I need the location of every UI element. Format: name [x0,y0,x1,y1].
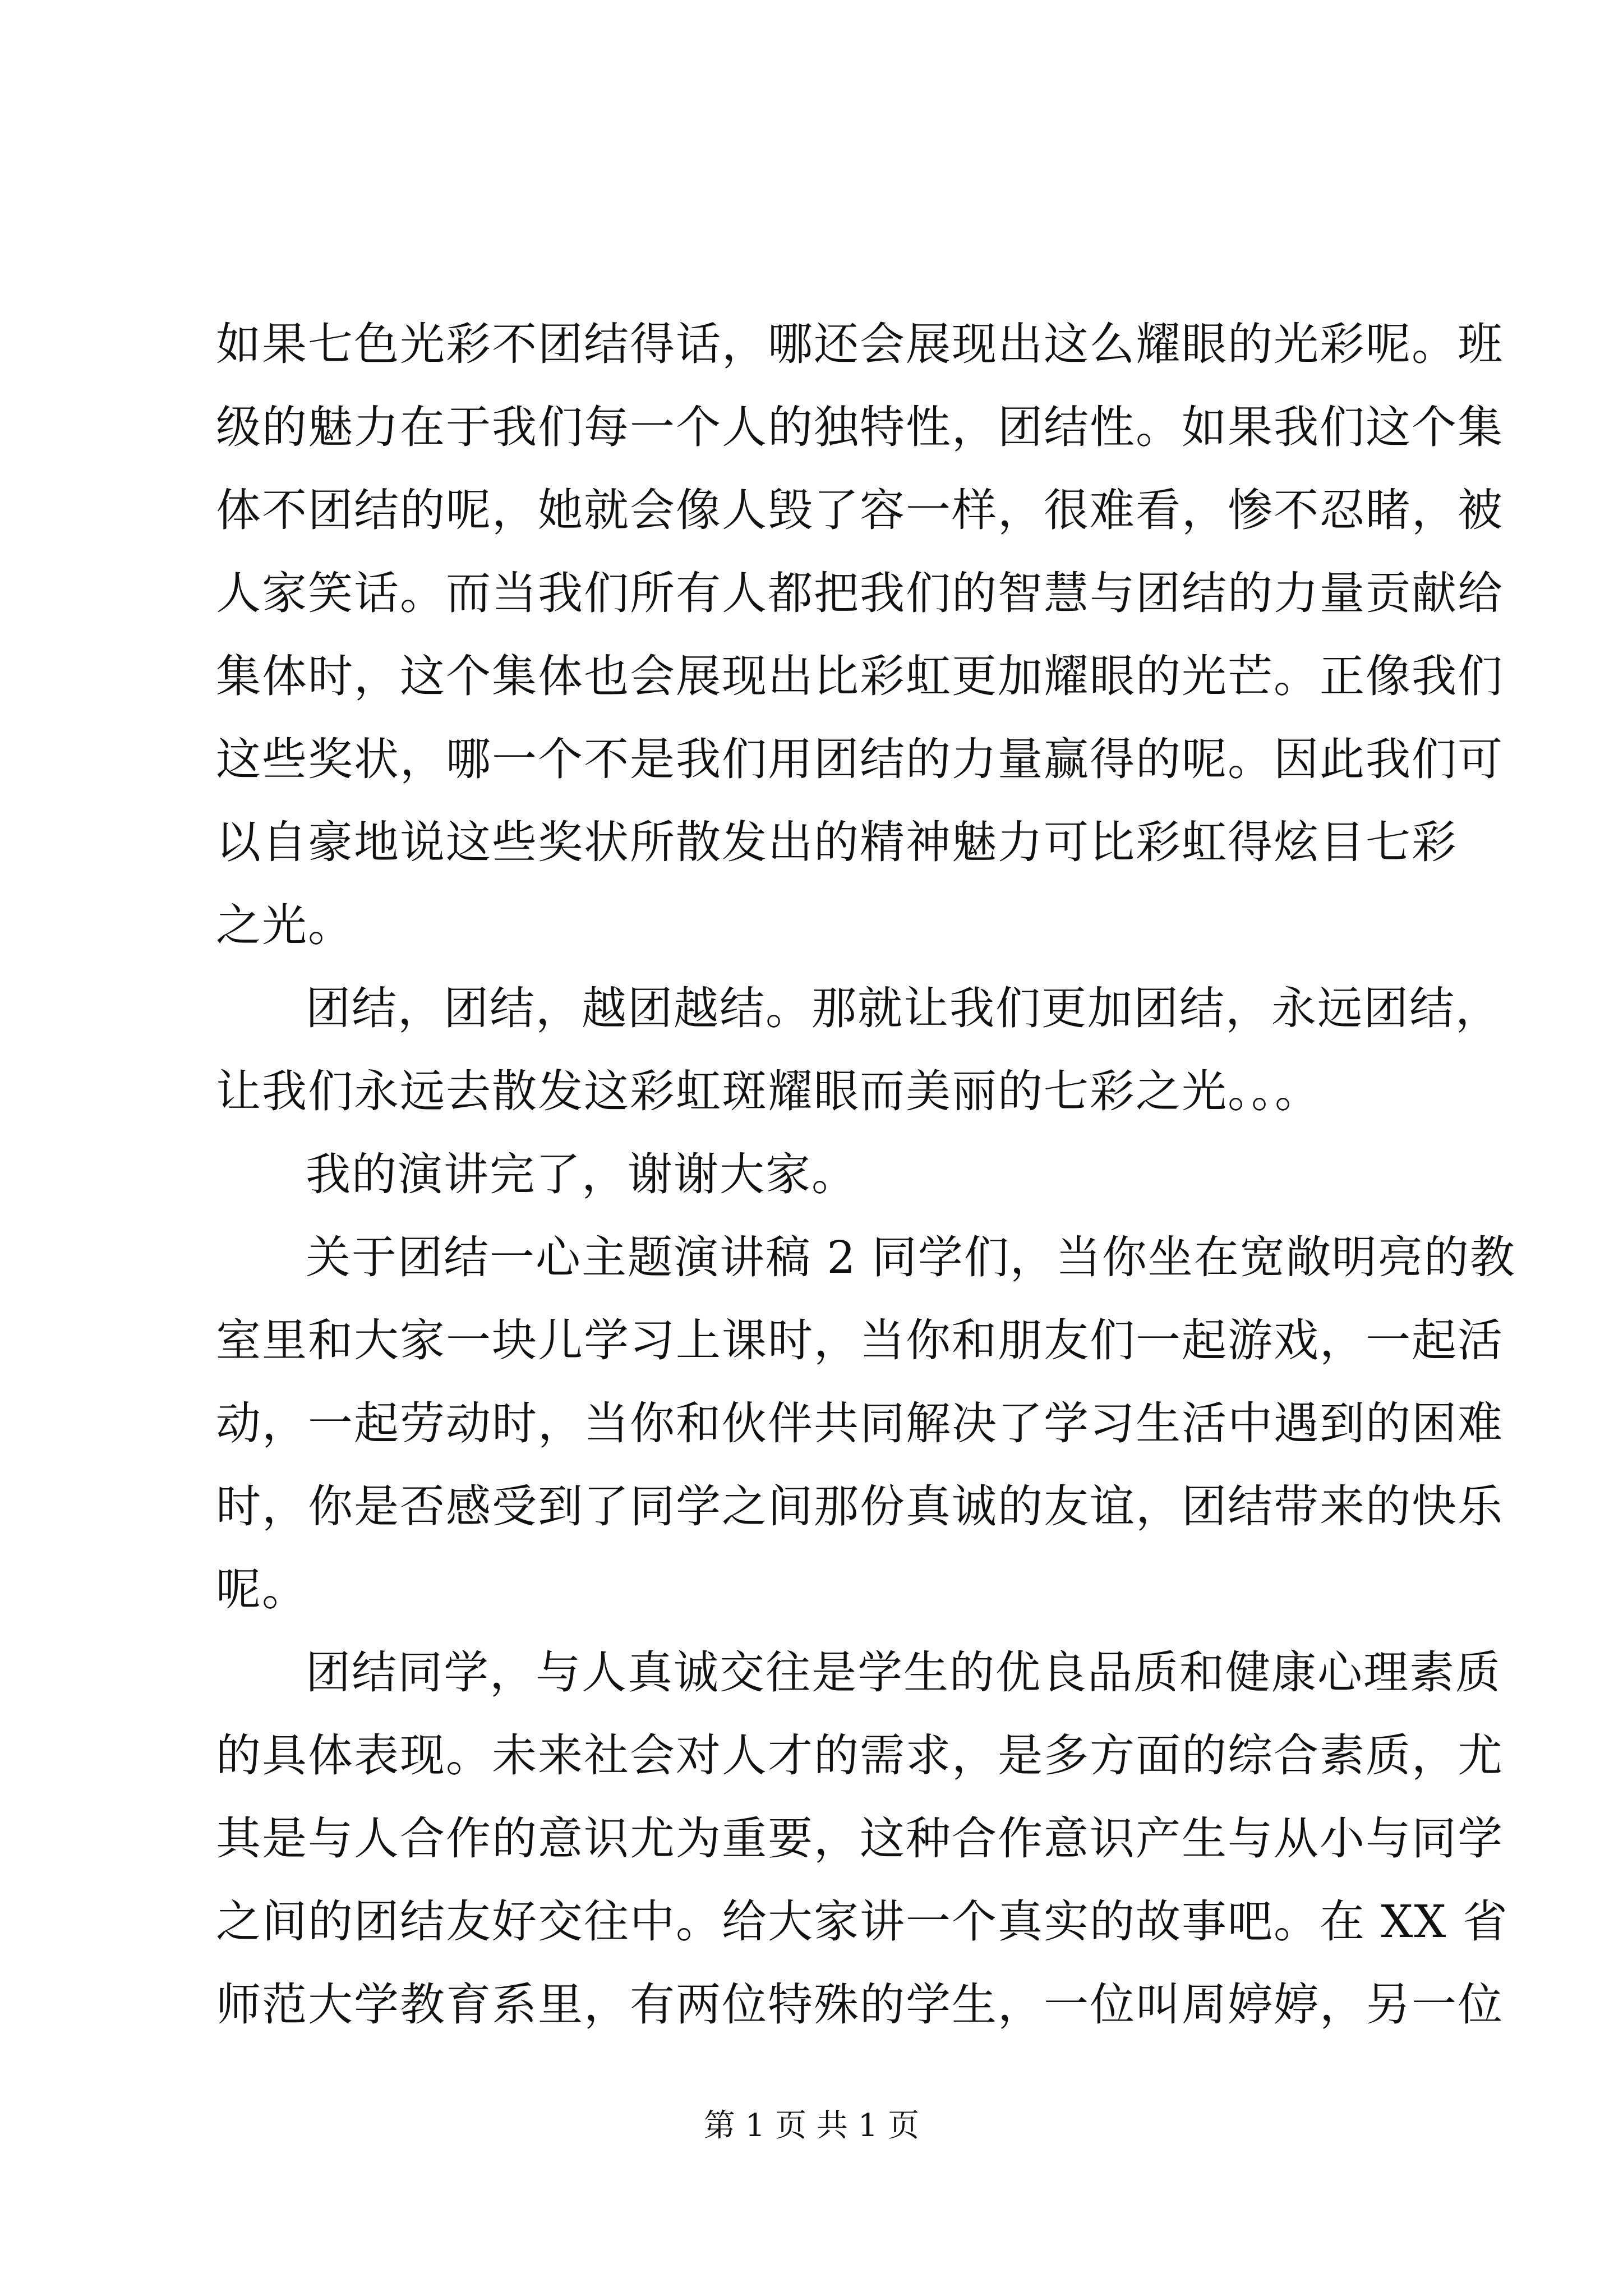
text-line: 人家笑话。而当我们所有人都把我们的智慧与团结的力量贡献给 [216,567,1504,619]
text-line: 体不团结的呢，她就会像人毁了容一样，很难看，惨不忍睹，被 [216,484,1504,536]
text-line: 团结同学，与人真诚交往是学生的优良品质和健康心理素质 [306,1646,1501,1699]
text-line: 让我们永远去散发这彩虹斑耀眼而美丽的七彩之光。。。 [216,1065,1321,1117]
text-line: 时，你是否感受到了同学之间那份真诚的友谊，团结带来的快乐 [216,1480,1504,1533]
text-line: 这些奖状，哪一个不是我们用团结的力量赢得的呢。因此我们可 [216,733,1504,785]
text-line: 团结，团结，越团越结。那就让我们更加团结，永远团结， [306,982,1501,1034]
text-line: 关于团结一心主题演讲稿 2 同学们，当你坐在宽敞明亮的教 [306,1231,1516,1283]
text-line: 其是与人合作的意识尤为重要，这种合作意识产生与从小与同学 [216,1812,1504,1865]
text-line: 如果七色光彩不团结得话，哪还会展现出这么耀眼的光彩呢。班 [216,318,1504,370]
text-line: 呢。 [216,1563,308,1616]
page-footer: 第 1 页 共 1 页 [703,2108,920,2144]
text-line: 级的魅力在于我们每一个人的独特性，团结性。如果我们这个集 [216,401,1504,453]
text-line: 以自豪地说这些奖状所散发出的精神魅力可比彩虹得炫目七彩 [216,816,1458,868]
text-line: 室里和大家一块儿学习上课时，当你和朋友们一起游戏，一起活 [216,1314,1504,1366]
text-line: 之光。 [216,899,354,951]
text-line: 的具体表现。未来社会对人才的需求，是多方面的综合素质，尤 [216,1729,1504,1782]
document-body [216,303,1516,2046]
text-line: 我的演讲完了，谢谢大家。 [306,1148,857,1200]
text-line: 之间的团结友好交往中。给大家讲一个真实的故事吧。在 XX 省 [216,1895,1509,1948]
text-line: 集体时，这个集体也会展现出比彩虹更加耀眼的光芒。正像我们 [216,650,1504,702]
text-line: 师范大学教育系里，有两位特殊的学生，一位叫周婷婷，另一位 [216,1978,1504,2031]
text-line: 动，一起劳动时，当你和伙伴共同解决了学习生活中遇到的困难 [216,1397,1504,1450]
